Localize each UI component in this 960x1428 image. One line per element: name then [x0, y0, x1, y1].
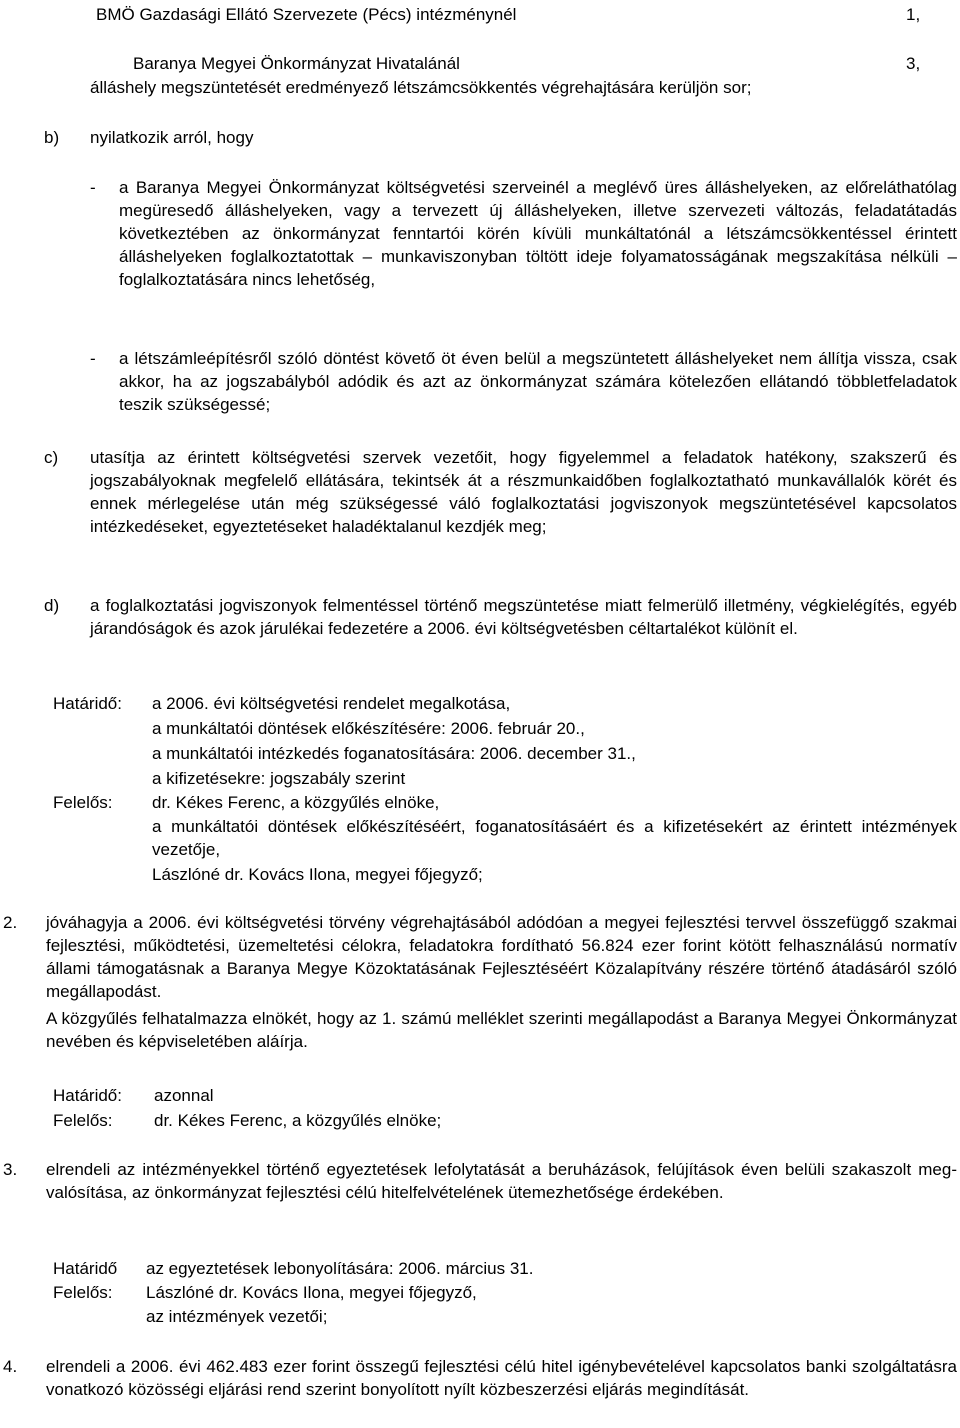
- top-line-1-text: BMÖ Gazdasági Ellátó Szervezete (Pécs) intézménynél: [96, 5, 517, 24]
- responsible-1-line-1: dr. Kékes Ferenc, a közgyűlés elnöke,: [152, 793, 440, 812]
- item-3-responsible-line-1: Lászlóné dr. Kovács Ilona, megyei főjegyző,: [146, 1283, 477, 1302]
- section-c-text: utasítja az érintett költségvetési szervek vezetőit, hogy figyelemmel a feladatok hatékony, szakszerű és jogszabályoknak megfelelő ellátására, tekintsék át a részmunkaidőben foglalkoztatható munkavállalók körét és ennek mérlegelése után még szükségessé váló foglalkoztatási jogviszonyok megszüntetésével kapcsolatos intézkedéseket, egyeztetéseket haladéktalanul kezdjék meg;: [90, 448, 957, 536]
- top-line-3: álláshely megszüntetését eredményező létszámcsökkentés végrehajtására kerüljön sor;: [90, 78, 752, 97]
- deadline-1-label: Határidő:: [53, 694, 122, 713]
- top-line-1-number: 1,: [906, 5, 921, 24]
- deadline-1-line-2: a munkáltatói döntések előkészítésére: 2006. február 20.,: [152, 719, 585, 738]
- item-4-number: 4.: [3, 1357, 18, 1376]
- item-3-responsible-label: Felelős:: [53, 1283, 113, 1302]
- section-d-marker: d): [44, 596, 60, 615]
- item-3-text: elrendeli az intézményekkel történő egyeztetések lefolytatását a beruházások, felújítások éven belüli szakaszolt meg-valósítása, az önkormányzat fejlesztési célú hitelfelvételének ütemezhetősége érdekében.: [46, 1160, 957, 1202]
- item-3-number: 3.: [3, 1160, 18, 1179]
- deadline-1-line-1: a 2006. évi költségvetési rendelet megalkotása,: [152, 694, 511, 713]
- section-d-text: a foglalkoztatási jogviszonyok felmentéssel történő megszüntetése miatt felmerülő illetmény, végkielégítés, egyéb járandóságok és azok járulékai fedezetére a 2006. évi költségvetésben céltartalékot különít el.: [90, 596, 957, 638]
- responsible-1-line-2: a munkáltatói döntések előkészítéséért, foganatosításáért és a kifizetésekért az érintett intézmények vezetője,: [152, 817, 957, 859]
- item-3-deadline-label: Határidő: [53, 1259, 118, 1278]
- item-3-deadline-value: az egyeztetések lebonyolítására: 2006. március 31.: [146, 1259, 534, 1278]
- section-c-marker: c): [44, 448, 59, 467]
- item-2-text: jóváhagyja a 2006. évi költségvetési törvény végrehajtásából adódóan a megyei fejlesztési tervvel összefüggő szakmai fejlesztési, működtetési, üzemeltetési célokra, feladatokra fordítható 56.824 ezer forint kötött felhasználású normatív állami támogatásnak a Baranya Megye Közoktatásának Fejlesztéséért Közalapítvány részére történő átadásáról szóló megállapodást.: [46, 913, 957, 1001]
- item-2-authorization: A közgyűlés felhatalmazza elnökét, hogy az 1. számú melléklet szerinti megállapodást a Baranya Megyei Önkormányzat nevében és képviseletében aláírja.: [46, 1009, 957, 1051]
- item-2-deadline-label: Határidő:: [53, 1086, 122, 1105]
- b-item-1-dash: -: [90, 178, 96, 197]
- top-line-1: [96, 3, 516, 26]
- item-4-text: elrendeli a 2006. évi 462.483 ezer forint összegű fejlesztési célú hitel igénybevételével kapcsolatos banki szolgáltatásra vonatkozó közösségi eljárási rend szerint bonyolított nyílt közbeszerzési eljárás megindítását.: [46, 1357, 957, 1399]
- section-b-intro: nyilatkozik arról, hogy: [90, 128, 254, 147]
- deadline-1-line-3: a munkáltatói intézkedés foganatosítására: 2006. december 31.,: [152, 744, 636, 763]
- item-2-responsible-value: dr. Kékes Ferenc, a közgyűlés elnöke;: [154, 1111, 442, 1130]
- item-2-responsible-label: Felelős:: [53, 1111, 113, 1130]
- item-2-number: 2.: [3, 913, 18, 932]
- responsible-1-line-3: Lászlóné dr. Kovács Ilona, megyei főjegyző;: [152, 865, 483, 884]
- top-line-2-number: 3,: [906, 54, 921, 73]
- b-item-1-text: a Baranya Megyei Önkormányzat költségvetési szerveinél a meglévő üres álláshelyeken, az előreláthatólag megüresedő álláshelyeken, vagy a tervezett új álláshelyeken, illetve szervezeti változás, feladatátadás következtében az önkormányzat fenntartói körén kívüli munkáltatónál a létszámcsökkentéssel érintett álláshelyeken foglalkoztatottak – munkaviszonyban töltött ideje folyamatosságának megszakítása nélküli – foglalkoztatására nincs lehetőség,: [119, 178, 957, 289]
- deadline-1-line-4: a kifizetésekre: jogszabály szerint: [152, 769, 406, 788]
- section-b-marker: b): [44, 128, 60, 147]
- item-3-responsible-line-2: az intézmények vezetői;: [146, 1307, 328, 1326]
- responsible-1-label: Felelős:: [53, 793, 113, 812]
- top-line-2-text: Baranya Megyei Önkormányzat Hivatalánál: [133, 54, 460, 73]
- b-item-2-dash: -: [90, 349, 96, 368]
- b-item-2-text: a létszámleépítésről szóló döntést követő öt éven belül a megszüntetett álláshelyeket nem állítja vissza, csak akkor, ha az jogszabályból adódik és azt az önkormányzat számára kötelezően ellátandó többletfeladatok teszik szükségessé;: [119, 349, 957, 414]
- item-2-deadline-value: azonnal: [154, 1086, 214, 1105]
